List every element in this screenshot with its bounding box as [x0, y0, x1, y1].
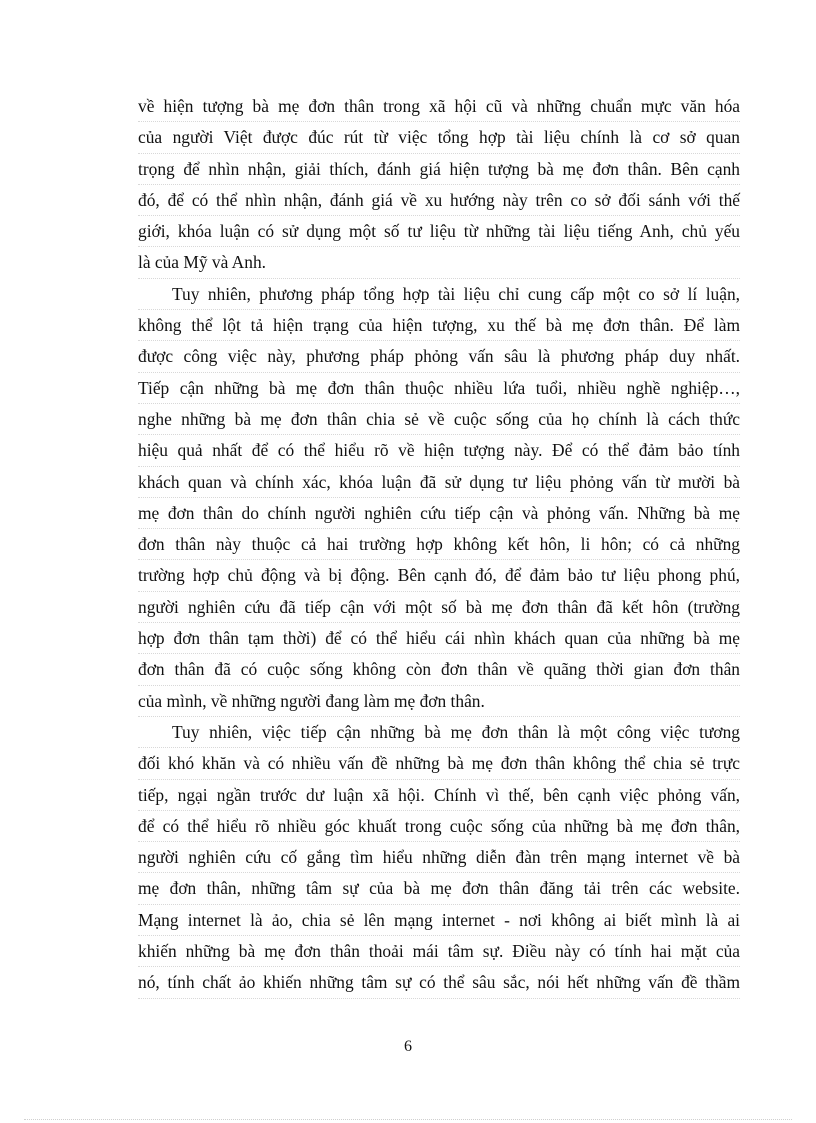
text-line: mẹ đơn thân do chính người nghiên cứu tiếp cận và phỏng vấn. Những bà mẹ [138, 498, 740, 529]
text-line: khiến những bà mẹ đơn thân thoải mái tâm sự. Điều này có tính hai mặt của [138, 936, 740, 967]
paragraph [138, 91, 740, 279]
text-line: người nghiên cứu cố gắng tìm hiểu những diễn đàn trên mạng internet về bà [138, 842, 740, 873]
text-line: giới, khóa luận có sử dụng một số tư liệu từ những tài liệu tiếng Anh, chủ yếu [138, 216, 740, 247]
text-line: được công việc này, phương pháp phỏng vấn sâu là phương pháp duy nhất. [138, 341, 740, 372]
text-line: của mình, về những người đang làm mẹ đơn thân. [138, 686, 740, 717]
paragraph [138, 717, 740, 999]
text-line: Tuy nhiên, phương pháp tổng hợp tài liệu chỉ cung cấp một co sở lí luận, [138, 279, 740, 310]
text-line: trọng để nhìn nhận, giải thích, đánh giá hiện tượng bà mẹ đơn thân. Bên cạnh [138, 154, 740, 185]
text-line: đối khó khăn và có nhiều vấn đề những bà mẹ đơn thân không thể chia sẻ trực [138, 748, 740, 779]
text-line: người nghiên cứu đã tiếp cận với một số bà mẹ đơn thân đã kết hôn (trường [138, 592, 740, 623]
body-text [138, 91, 740, 999]
page-number: 6 [404, 1038, 412, 1055]
text-line: Mạng internet là ảo, chia sẻ lên mạng internet - nơi không ai biết mình là ai [138, 905, 740, 936]
text-line: về hiện tượng bà mẹ đơn thân trong xã hội cũ và những chuẩn mực văn hóa [138, 91, 740, 122]
text-line: là của Mỹ và Anh. [138, 247, 740, 278]
text-line: không thể lột tả hiện trạng của hiện tượng, xu thế bà mẹ đơn thân. Để làm [138, 310, 740, 341]
text-line: của người Việt được đúc rút từ việc tổng hợp tài liệu chính là cơ sở quan [138, 122, 740, 153]
text-line: hiệu quả nhất để có thể hiểu rõ về hiện tượng này. Để có thể đảm bảo tính [138, 435, 740, 466]
text-line: đơn thân này thuộc cả hai trường hợp không kết hôn, li hôn; có cả những [138, 529, 740, 560]
text-line: mẹ đơn thân, những tâm sự của bà mẹ đơn thân đăng tải trên các website. [138, 873, 740, 904]
text-line: tiếp, ngại ngần trước dư luận xã hội. Chính vì thế, bên cạnh việc phỏng vấn, [138, 780, 740, 811]
text-line: trường hợp chủ động và bị động. Bên cạnh đó, để đảm bảo tư liệu phong phú, [138, 560, 740, 591]
text-line: đó, để có thể nhìn nhận, đánh giá về xu hướng này trên co sở đối sánh với thế [138, 185, 740, 216]
text-line: nghe những bà mẹ đơn thân chia sẻ về cuộc sống của họ chính là cách thức [138, 404, 740, 435]
text-line: khách quan và chính xác, khóa luận đã sử dụng tư liệu phỏng vấn từ mười bà [138, 467, 740, 498]
text-line: nó, tính chất ảo khiến những tâm sự có thể sâu sắc, nói hết những vấn đề thầm [138, 967, 740, 998]
page-bottom-divider [24, 1119, 792, 1120]
text-line: hợp đơn thân tạm thời) để có thể hiểu cái nhìn khách quan của những bà mẹ [138, 623, 740, 654]
text-line: đơn thân đã có cuộc sống không còn đơn thân về quãng thời gian đơn thân [138, 654, 740, 685]
text-line: Tuy nhiên, việc tiếp cận những bà mẹ đơn thân là một công việc tương [138, 717, 740, 748]
text-line: để có thể hiểu rõ nhiều góc khuất trong cuộc sống của những bà mẹ đơn thân, [138, 811, 740, 842]
text-line: Tiếp cận những bà mẹ đơn thân thuộc nhiều lứa tuổi, nhiều nghề nghiệp…, [138, 373, 740, 404]
paragraph [138, 279, 740, 717]
